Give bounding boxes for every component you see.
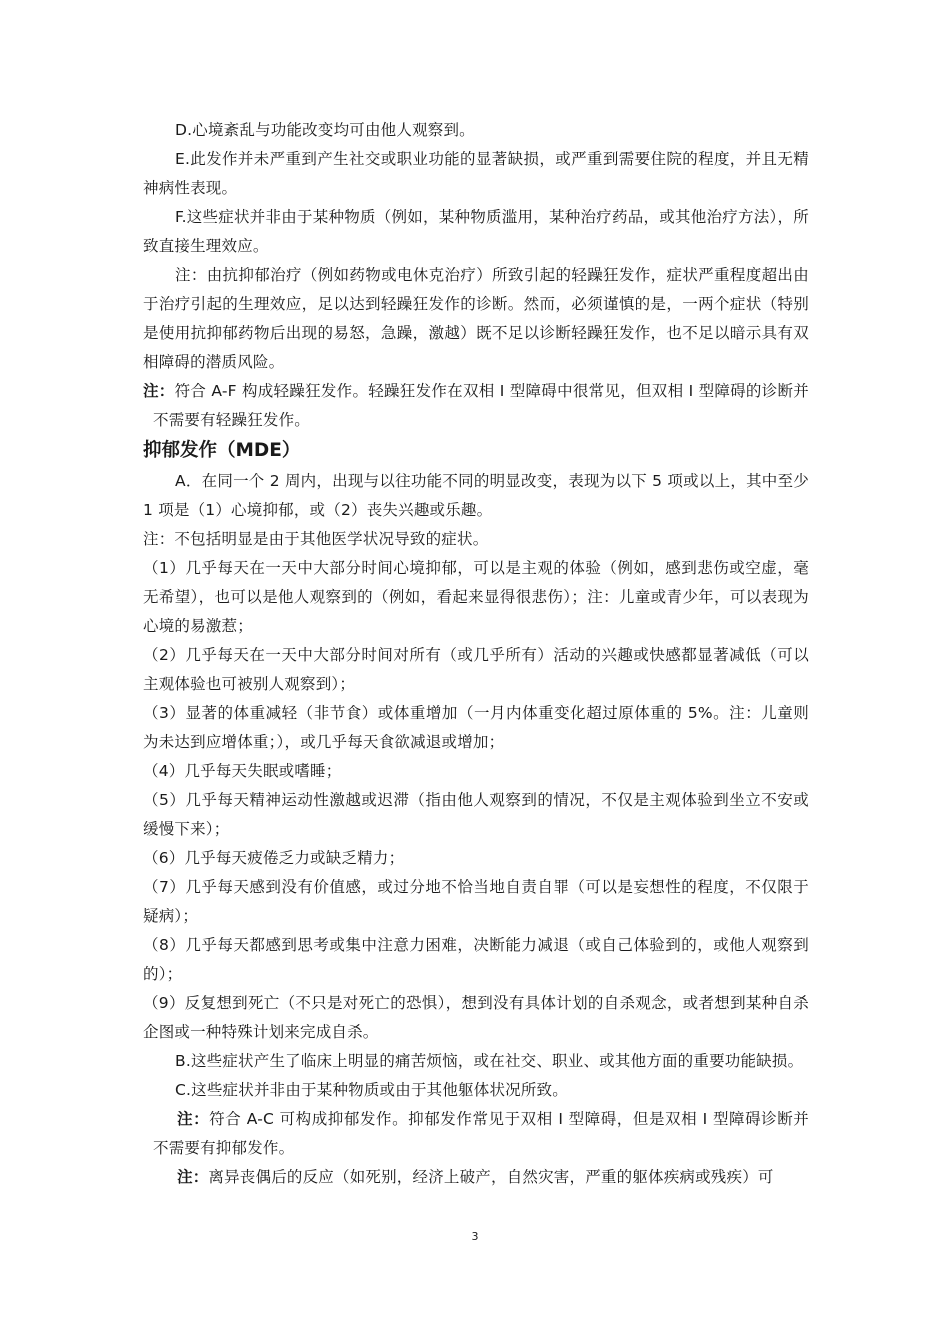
note-lead: 注： <box>177 1110 210 1128</box>
mde-criterion-c: C.这些症状并非由于某种物质或由于其他躯体状况所致。 <box>175 1081 568 1099</box>
symptom-item: （6）几乎每天疲倦乏力或缺乏精力； <box>143 849 405 867</box>
note-text: 符合 A-F 构成轻躁狂发作。轻躁狂发作在双相 I 型障碍中很常见，但双相 I 型障碍的诊断并不需要有轻躁狂发作。 <box>153 382 809 429</box>
symptom-item: （5）几乎每天精神运动性激越或迟滞（指由他人观察到的情况，不仅是主观体验到坐立不安或缓慢下来）； <box>143 791 809 838</box>
symptom-item: （3）显著的体重减轻（非节食）或体重增加（一月内体重变化超过原体重的 5%。注：儿童则为未达到应增体重；），或几乎每天食欲减退或增加； <box>143 704 809 751</box>
document-page <box>143 116 809 1192</box>
symptom-item: （4）几乎每天失眠或嗜睡； <box>143 762 342 780</box>
symptom-item: （9）反复想到死亡（不只是对死亡的恐惧），想到没有具体计划的自杀观念，或者想到某种自杀企图或一种特殊计划来完成自杀。 <box>143 994 809 1041</box>
note-text: 符合 A-C 可构成抑郁发作。抑郁发作常见于双相 I 型障碍，但是双相 I 型障碍诊断并不需要有抑郁发作。 <box>153 1110 810 1157</box>
criterion-e: E.此发作并未严重到产生社交或职业功能的显著缺损，或严重到需要住院的程度，并且无精神病性表现。 <box>143 150 809 197</box>
note-lead: 注： <box>177 1168 209 1186</box>
bereavement-note <box>143 1163 809 1192</box>
treatment-note: 注：由抗抑郁治疗（例如药物或电休克治疗）所致引起的轻躁狂发作，症状严重程度超出由于治疗引起的生理效应，足以达到轻躁狂发作的诊断。然而，必须谨慎的是，一两个症状（特别是使用抗抑郁药物后出现的易怒，急躁，激越）既不足以诊断轻躁狂发作，也不足以暗示具有双相障碍的潜质风险。 <box>143 266 809 371</box>
note-text: 离异丧偶后的反应（如死别，经济上破产，自然灾害，严重的躯体疾病或残疾）可 <box>208 1168 774 1186</box>
symptom-item: （2）几乎每天在一天中大部分时间对所有（或几乎所有）活动的兴趣或快感都显著减低（可以主观体验也可被别人观察到）； <box>143 646 809 693</box>
criterion-d: D.心境紊乱与功能改变均可由他人观察到。 <box>175 121 475 139</box>
criterion-f: F.这些症状并非由于某种物质（例如，某种物质滥用，某种治疗药品，或其他治疗方法），所致直接生理效应。 <box>143 208 809 255</box>
mde-summary-note <box>143 1105 809 1163</box>
hypomania-summary-note <box>143 377 809 435</box>
symptom-item: （8）几乎每天都感到思考或集中注意力困难，决断能力减退（或自己体验到的，或他人观察到的）； <box>143 936 809 983</box>
section-heading-mde: 抑郁发作（MDE） <box>143 440 301 461</box>
mde-criterion-a: A．在同一个 2 周内，出现与以往功能不同的明显改变，表现为以下 5 项或以上，其中至少 1 项是（1）心境抑郁，或（2）丧失兴趣或乐趣。 <box>143 472 809 519</box>
symptom-item: （1）几乎每天在一天中大部分时间心境抑郁，可以是主观的体验（例如，感到悲伤或空虚，毫无希望），也可以是他人观察到的（例如，看起来显得很悲伤）；注：儿童或青少年，可以表现为心境的易激惹； <box>143 559 809 635</box>
page-number: 3 <box>471 1230 479 1243</box>
mde-criterion-b: B.这些症状产生了临床上明显的痛苦烦恼，或在社交、职业、或其他方面的重要功能缺损。 <box>175 1052 804 1070</box>
symptom-item: （7）几乎每天感到没有价值感，或过分地不恰当地自责自罪（可以是妄想性的程度，不仅限于疑病）； <box>143 878 809 925</box>
mde-criterion-a-note: 注：不包括明显是由于其他医学状况导致的症状。 <box>143 530 489 548</box>
note-lead: 注： <box>143 382 175 400</box>
